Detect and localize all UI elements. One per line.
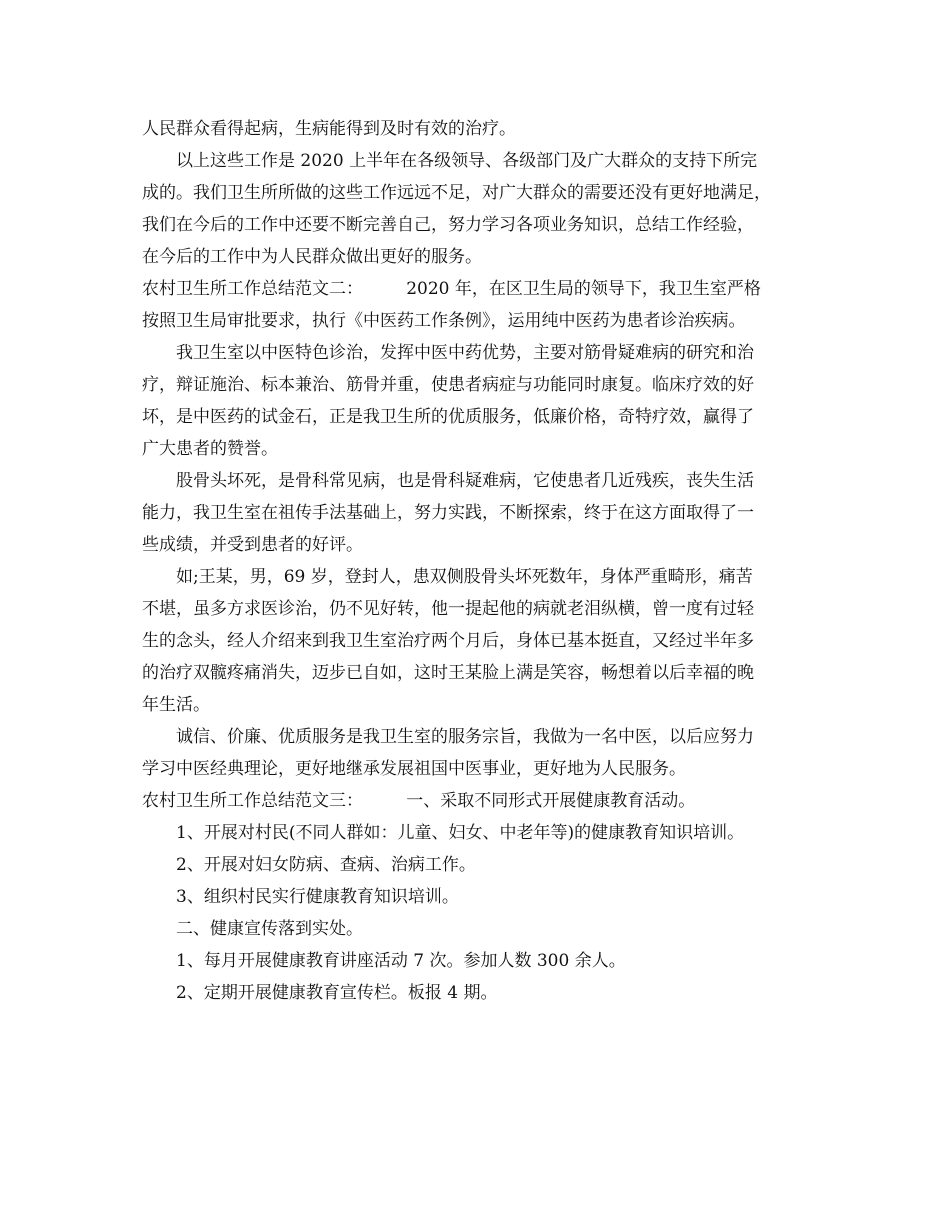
- text-line: 我们在今后的工作中还要不断完善自己，努力学习各项业务知识，总结工作经验，: [142, 215, 754, 235]
- text-line: 以上这些工作是 2020 上半年在各级领导、各级部门及广大群众的支持下所完: [176, 151, 758, 171]
- text-line: 股骨头坏死，是骨科常见病，也是骨科疑难病，它使患者几近残疾，丧失生活: [176, 471, 754, 491]
- text-line: 坏，是中医药的试金石，正是我卫生所的优质服务，低廉价格，奇特疗效，赢得了: [142, 407, 754, 427]
- text-line: 2、开展对妇女防病、查病、治病工作。: [176, 855, 476, 875]
- text-line: 3、组织村民实行健康教育知识培训。: [176, 887, 459, 907]
- text-line: 农村卫生所工作总结范文三： 一、采取不同形式开展健康教育活动。: [142, 791, 696, 811]
- text-line: 生的念头，经人介绍来到我卫生室治疗两个月后，身体已基本挺直，又经过半年多: [142, 631, 754, 651]
- text-line: 年生活。: [142, 695, 210, 715]
- text-line: 人民群众看得起病，生病能得到及时有效的治疗。: [142, 119, 516, 139]
- text-line: 我卫生室以中医特色诊治，发挥中医中药优势，主要对筋骨疑难病的研究和治: [176, 343, 754, 363]
- text-line: 二、健康宣传落到实处。: [176, 919, 363, 939]
- text-line: 按照卫生局审批要求，执行《中医药工作条例》，运用纯中医药为患者诊治疾病。: [142, 311, 746, 331]
- text-line: 疗，辩证施治、标本兼治、筋骨并重，使患者病症与功能同时康复。临床疗效的好: [142, 375, 754, 395]
- text-line: 能力，我卫生室在祖传手法基础上，努力实践，不断探索，终于在这方面取得了一: [142, 503, 754, 523]
- text-line: 学习中医经典理论，更好地继承发展祖国中医事业，更好地为人民服务。: [142, 759, 686, 779]
- text-line: 在今后的工作中为人民群众做出更好的服务。: [142, 247, 482, 267]
- text-line: 农村卫生所工作总结范文二： 2020 年，在区卫生局的领导下，我卫生室严格: [142, 279, 761, 299]
- text-line: 广大患者的赞誉。: [142, 439, 278, 459]
- text-line: 的治疗双髋疼痛消失，迈步已自如，这时王某脸上满是笑容，畅想着以后幸福的晚: [142, 663, 754, 683]
- text-line: 不堪，虽多方求医诊治，仍不见好转，他一提起他的病就老泪纵横，曾一度有过轻: [142, 599, 754, 619]
- text-line: 2、定期开展健康教育宣传栏。板报 4 期。: [176, 983, 498, 1003]
- text-line: 如;王某，男，69 岁，登封人，患双侧股骨头坏死数年，身体严重畸形，痛苦: [176, 567, 753, 587]
- text-line: 些成绩，并受到患者的好评。: [142, 535, 363, 555]
- document-body: [142, 113, 822, 1009]
- text-line: 1、开展对村民(不同人群如：儿童、妇女、中老年等)的健康教育知识培训。: [176, 823, 745, 843]
- text-line: 成的。我们卫生所所做的这些工作远远不足，对广大群众的需要还没有更好地满足，: [142, 183, 771, 203]
- text-line: 1、每月开展健康教育讲座活动 7 次。参加人数 300 余人。: [176, 951, 626, 971]
- text-line: 诚信、价廉、优质服务是我卫生室的服务宗旨，我做为一名中医，以后应努力: [176, 727, 754, 747]
